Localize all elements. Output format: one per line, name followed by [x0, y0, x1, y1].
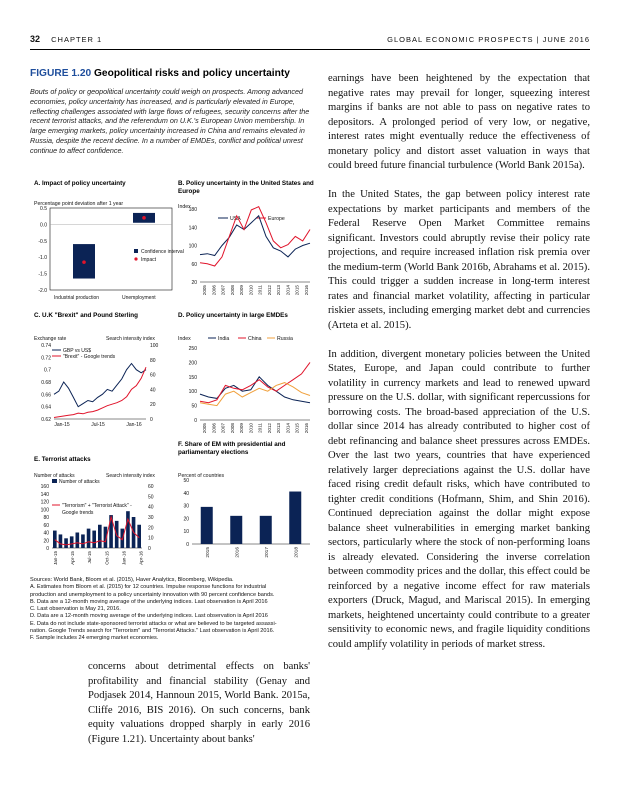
- panel-c-y2tick: 40: [150, 387, 156, 394]
- legend-interval-swatch: [134, 249, 138, 253]
- panel-e-bar: [126, 511, 130, 548]
- panel-f-bar: [201, 507, 213, 544]
- panel-a-impact-point: [82, 260, 86, 264]
- panel-e-bar: [70, 536, 74, 548]
- header-rule: [30, 49, 590, 50]
- panel-d-ytick: 0: [194, 418, 197, 424]
- legend-attacks-swatch: [52, 479, 57, 483]
- figure-block: [30, 68, 314, 156]
- panel-d-ytick: 250: [188, 346, 197, 352]
- panel-e-y2tick: 30: [148, 515, 154, 521]
- panel-a-ytick: -1.0: [38, 255, 47, 262]
- panel-c: [34, 312, 174, 442]
- panel-a-ytick: 0.5: [40, 206, 47, 212]
- panel-f-ylabel: Percent of countries: [178, 473, 225, 479]
- panel-c-title: C. U.K "Brexit" and Pound Sterling: [34, 312, 138, 319]
- panel-d-xtick: 2012: [266, 423, 272, 434]
- panel-e-ytick: 100: [40, 507, 49, 514]
- panel-e-title: E. Terrorist attacks: [34, 456, 91, 463]
- panel-d-ytick: 200: [188, 360, 197, 367]
- left-column-continuation: concerns about detrimental effects on banks' profitability and financial stability (Genay and Podjasek 2014, Hannoun 2015, World Bank. 2015a, Cliffe 2016, BIS 2016). On such concerns, bank equity valuations dropped sharply in early 2016 (Figure 1.21). Uncertainty about banks': [88, 661, 310, 745]
- panel-e-bar: [87, 529, 91, 548]
- panel-e-bar: [53, 531, 57, 548]
- panel-f: [178, 441, 314, 574]
- legend-terror-label-1: "Terrorism" + "Terrorist Attack" -: [62, 503, 132, 509]
- panel-b-xtick: 2014: [285, 285, 291, 296]
- legend-india-label: India: [218, 336, 230, 342]
- panel-d-series-line: [200, 362, 310, 402]
- panel-c-ytick: 0.68: [41, 380, 51, 386]
- panel-f-xtick: 2015: [205, 547, 211, 558]
- legend-brexit-label: "Brexit" - Google trends: [63, 354, 116, 360]
- panel-e-chart: [34, 468, 174, 572]
- panel-e-y2tick: 20: [148, 525, 154, 532]
- chapter-label: CHAPTER 1: [51, 35, 103, 44]
- panel-c-xtick: Jul-15: [91, 422, 105, 428]
- legend-terror-label-2: Google trends: [62, 510, 94, 516]
- panel-c-ytick: 0.66: [41, 392, 51, 399]
- panel-b-xtick: 2016: [304, 285, 309, 296]
- panel-e-bar: [92, 531, 96, 548]
- panel-c-ytick: 0.74: [41, 343, 51, 349]
- panel-b-xtick: 2005: [202, 285, 207, 296]
- panel-d-chart: [178, 322, 314, 442]
- panel-d-xtick: 2014: [285, 423, 291, 434]
- panel-e-ytick: 40: [43, 530, 49, 537]
- panel-a: [34, 180, 184, 305]
- panel-a-cat-0: Industrial production: [54, 295, 100, 301]
- panel-b-ylabel: Index: [178, 204, 191, 210]
- note-line: production and unemployment to a policy uncertainty innovation with 90 percent confidence bands.: [30, 591, 275, 598]
- panel-d-xtick: 2006: [211, 423, 217, 434]
- legend-china-label: China: [248, 336, 262, 342]
- panel-b: [178, 180, 314, 305]
- panel-f-ytick: 0: [186, 542, 189, 548]
- panel-c-ytick: 0.7: [44, 367, 51, 374]
- panel-e-bar: [59, 534, 63, 548]
- panel-f-bar: [289, 492, 301, 544]
- panel-e-bar: [76, 533, 80, 549]
- panel-b-chart: [178, 197, 314, 305]
- panel-b-ytick: 180: [188, 207, 197, 213]
- panel-c-brexit-line: [54, 367, 146, 417]
- figure-number: FIGURE 1.20: [30, 68, 92, 79]
- figure-title: [30, 68, 314, 79]
- legend-interval-label: Confidence interval: [141, 249, 184, 255]
- panel-a-title: A. Impact of policy uncertainty: [34, 180, 126, 187]
- panel-c-y2tick: 20: [150, 402, 156, 409]
- panel-f-xtick: 2016: [235, 547, 241, 558]
- panel-b-ytick: 60: [191, 261, 197, 268]
- panel-e-bar: [98, 525, 102, 548]
- body-paragraph: In the United States, the gap between policy interest rate expectations by market participants and members of the Federal Reserve Open Market Committee remains significant. Investors could abruptly revise their policy rate projections, and require increased inflation risk premia over the medium-term (World Bank 2016b, Abrahams et al. 2015). This could trigger a sudden increase in long-term interest rates and financial market volatility, affecting in particular riskier assets, including emerging market debt and currencies (Arteta et al. 2015).: [328, 189, 590, 331]
- panel-c-y2tick: 60: [150, 372, 156, 379]
- panel-b-xtick: 2009: [239, 285, 245, 296]
- panel-a-ylabel: Percentage point deviation after 1 year: [34, 201, 124, 207]
- panel-c-ytick: 0.72: [41, 355, 51, 362]
- panel-f-ytick: 20: [183, 516, 189, 523]
- panel-d-xtick: 2007: [220, 423, 226, 434]
- panel-a-cat-1: Unemployment: [122, 295, 156, 301]
- panel-d-ylabel: Index: [178, 336, 191, 342]
- note-line: A. Estimates from Bloom et al. (2015) for 12 countries. Impulse response functions for industrial: [30, 584, 267, 591]
- panel-b-xtick: 2010: [248, 285, 254, 296]
- panel-c-ytick: 0.62: [41, 417, 51, 423]
- legend-impact-swatch: [134, 257, 137, 260]
- page-number: 32: [30, 34, 41, 44]
- panel-b-xtick: 2007: [220, 285, 226, 296]
- panel-f-ytick: 50: [183, 478, 189, 484]
- panel-f-xtick: 2018: [294, 547, 300, 558]
- panel-b-xtick: 2011: [257, 285, 263, 295]
- panel-d-series-line: [200, 377, 310, 403]
- panel-e-xtick: Apr-16: [138, 551, 144, 565]
- figure-description: Bouts of policy or geopolitical uncertainty could weigh on prospects. Among advanced economies, policy uncertainty has increased, and is particularly elevated in Europe, reflecting challenges associated with large flows of refugees, security concerns after the recent terrorist attacks, and the referendum on U.K.'s European Union membership. In large emerging markets, policy uncertainty increased in China and remains elevated in Russia, despite the recent decline. In a number of EMDEs, conflict and political unrest continue to affect confidence.: [30, 87, 310, 155]
- panel-d-series-line: [200, 383, 310, 406]
- panel-b-xtick: 2015: [294, 285, 300, 296]
- running-title: GLOBAL ECONOMIC PROSPECTS | JUNE 2016: [387, 35, 590, 44]
- panel-d-xtick: 2016: [304, 423, 309, 434]
- panel-f-chart: [178, 468, 314, 572]
- panel-e-y2tick: 50: [148, 494, 154, 501]
- panel-c-y2tick: 80: [150, 357, 156, 364]
- panel-b-xtick: 2008: [229, 285, 235, 296]
- legend-impact-label: Impact: [141, 257, 157, 263]
- panel-e-y2tick: 40: [148, 504, 154, 511]
- body-paragraph: In addition, divergent monetary policies between the United States, Europe, and Japan could contribute to further volatility in currency markets and lead to renewed upward pressure on the U.S. dollar, with significant repercussions for borrowing costs. The broad-based appreciation of the U.S. dollar since 2014 has already contributed to higher cost of debt refinancing and balance sheet pressures across EMDEs. Over the last two years, countries that have experienced relatively larger depreciations against the U.S. dollar have faced rising credit default risks, which have contributed to tighter credit conditions (Hofmann, Shim, and Shin 2016). Continued depreciation against the dollar might expose balance sheet vulnerabilities in emerging market banking sectors, particularly where the stock of non-performing loans is already elevated. Considering the inverse correlation between commodity prices and the dollar, this effect could be reinforced by a negative income effect for raw materials exporters (Druck, Magud, and Mariscal 2015). In emerging markets, heightened uncertainty could contribute to a greater sensitivity to economic news, and fragile liquidity conditions could amplify volatility in periods of market stress.: [328, 348, 590, 650]
- panel-d-xtick: 2010: [248, 423, 254, 434]
- note-line: C. Last observation is May 21, 2016.: [30, 606, 121, 613]
- panel-d-xtick: 2013: [276, 423, 282, 434]
- panel-c-chart: [34, 323, 174, 435]
- panel-e-y2tick: 10: [148, 535, 154, 542]
- panel-e-ytick: 120: [40, 499, 49, 506]
- note-line: B. Data are a 12-month moving average of the underlying indices. Last observation is April 2016: [30, 598, 268, 605]
- legend-gbp-label: GBP vs US$: [63, 348, 91, 354]
- panel-c-gbp-line: [54, 364, 146, 407]
- panel-c-y2tick: 0: [150, 417, 153, 423]
- panel-f-ytick: 10: [183, 529, 189, 536]
- panel-d-xtick: 2005: [202, 423, 207, 434]
- note-line: D. Data are a 12-month moving average of the underlying indices. Last observation is April 2016: [30, 613, 268, 620]
- panel-a-ytick: 0.0: [40, 222, 47, 229]
- panel-c-y2tick: 100: [150, 343, 159, 349]
- panel-d-xtick: 2009: [239, 423, 245, 434]
- panel-a-chart: [34, 190, 184, 305]
- panel-d-xtick: 2008: [229, 423, 235, 434]
- panel-a-ytick: -2.0: [38, 288, 47, 294]
- note-line: E. Data do not include state-sponsored terrorist attacks or what are believed to be targeted assassi-: [30, 620, 277, 627]
- note-line: Sources: World Bank, Bloom et al. (2015), Haver Analytics, Bloomberg, Wikipedia.: [30, 577, 234, 583]
- panel-e-y2tick: 60: [148, 484, 154, 490]
- panel-b-title: B. Policy uncertainty in the United States and Europe: [178, 180, 314, 195]
- legend-europe-label: Europe: [268, 216, 285, 222]
- panel-e-y2label: Search intensity index: [106, 473, 155, 479]
- panel-d-xtick: 2011: [257, 423, 263, 433]
- note-line: F. Sample includes 24 emerging market economies.: [30, 635, 159, 642]
- panel-e-ytick: 80: [43, 515, 49, 521]
- panel-e-ytick: 20: [43, 538, 49, 545]
- panel-f-title: F. Share of EM with presidential and parliamentary elections: [178, 441, 286, 456]
- panel-a-ytick: -1.5: [38, 271, 47, 278]
- panel-d: [178, 312, 314, 442]
- panel-e-xtick: Jul-15: [87, 551, 93, 564]
- panel-e-xtick: Jan-16: [121, 551, 127, 566]
- panel-b-xtick: 2006: [211, 285, 217, 296]
- panel-a-impact-point: [142, 216, 146, 220]
- panel-e-bar: [81, 534, 85, 548]
- legend-usa-label: USA: [230, 216, 241, 222]
- panel-d-ytick: 100: [188, 389, 197, 396]
- panel-c-y2label: Search intensity index: [106, 336, 155, 342]
- panel-f-ytick: 30: [183, 503, 189, 510]
- panel-b-ytick: 140: [188, 225, 197, 232]
- panel-e-ytick: 160: [40, 484, 49, 490]
- panel-c-xtick: Jan-15: [54, 422, 70, 428]
- panel-b-xtick: 2012: [266, 285, 272, 296]
- panel-a-ytick: -0.5: [38, 238, 47, 245]
- panel-e: [34, 456, 174, 574]
- legend-russia-label: Russia: [277, 336, 293, 342]
- panel-e-ylabel: Number of attacks: [34, 473, 75, 479]
- panel-d-ytick: 50: [191, 403, 197, 410]
- panel-f-xtick: 2017: [264, 547, 270, 558]
- panel-c-xtick: Jan-16: [126, 422, 142, 428]
- panel-e-ytick: 140: [40, 491, 49, 498]
- note-line: nation. Google Trends search for "Terrorism" and "Terrorist Attacks." Last observation is April 2016.: [30, 628, 275, 635]
- panel-d-ytick: 150: [188, 374, 197, 381]
- page-header: [30, 34, 590, 48]
- panel-f-bar: [230, 516, 242, 544]
- panel-f-ytick: 40: [183, 490, 189, 497]
- panel-b-xtick: 2013: [276, 285, 282, 296]
- legend-attacks-label: Number of attacks: [59, 479, 100, 485]
- panel-e-xtick: Oct-15: [104, 551, 110, 565]
- panel-e-y2tick: 0: [148, 546, 151, 552]
- panel-f-bar: [260, 516, 272, 544]
- panel-c-ylabel: Exchange rate: [34, 336, 67, 342]
- panel-e-ytick: 0: [46, 546, 49, 552]
- panel-e-bar: [64, 538, 68, 548]
- body-paragraph: earnings have been heightened by the expectation that negative rates may prevail for longer, squeezing interest margins if banks are not able to pass on negative rates to depositors. A prolonged period of very low, or negative, interest rates might eventually reduce the effectiveness of monetary policy and distort asset valuation in ways that could breed future financial turbulence (World Bank 2015a).: [328, 73, 590, 171]
- panel-c-ytick: 0.64: [41, 404, 51, 411]
- panel-e-xtick: Apr-15: [70, 551, 76, 565]
- panel-d-xtick: 2015: [294, 423, 300, 434]
- right-column: [328, 72, 590, 667]
- panel-b-ytick: 20: [191, 280, 197, 286]
- panel-d-title: D. Policy uncertainty in large EMDEs: [178, 312, 288, 319]
- figure-title-text: Geopolitical risks and policy uncertainty: [94, 68, 290, 79]
- panel-b-series-line: [200, 207, 310, 266]
- panel-b-ytick: 100: [188, 243, 197, 250]
- figure-notes: [30, 577, 314, 643]
- panel-b-series-line: [200, 216, 310, 257]
- panel-e-ytick: 60: [43, 522, 49, 529]
- panel-e-xtick: Jan-15: [53, 551, 58, 566]
